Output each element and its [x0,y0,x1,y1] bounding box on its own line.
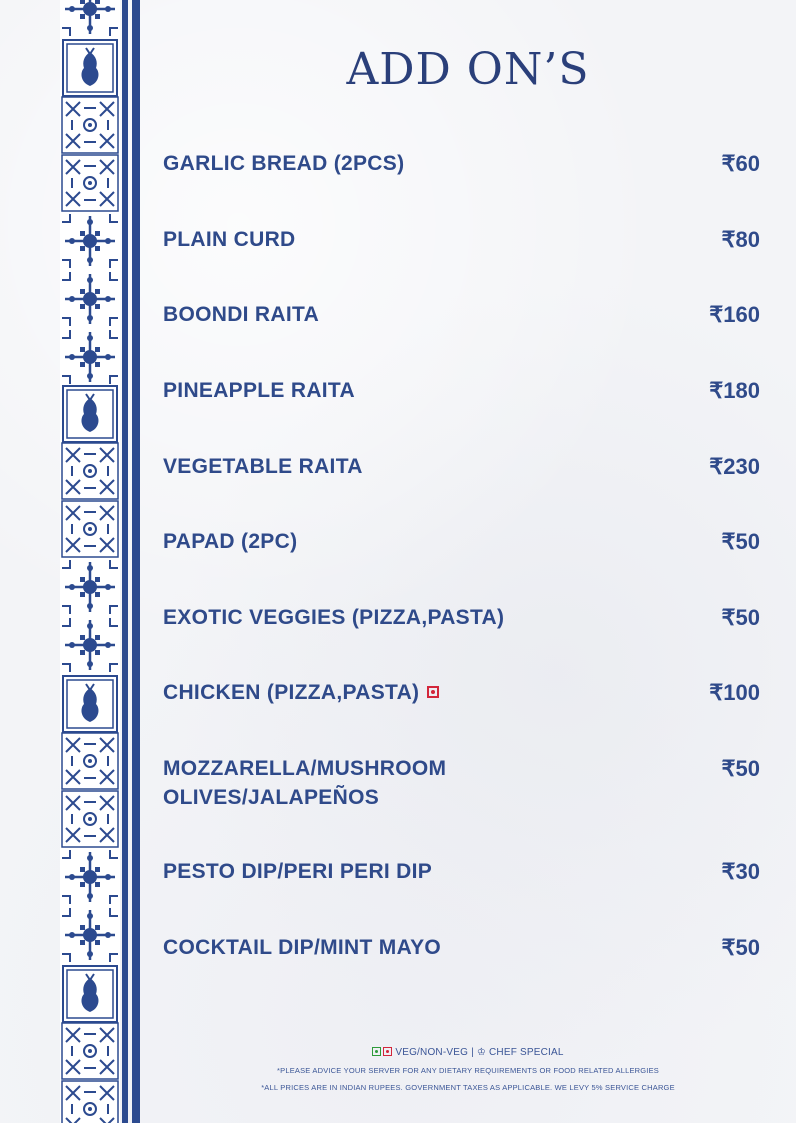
border-line-thick [122,0,128,1123]
menu-item-price: ₹100 [709,680,760,705]
menu-item-price: ₹180 [709,378,760,403]
menu-item-name: CHICKEN (PIZZA,PASTA) [163,681,420,704]
nonveg-icon [427,686,439,698]
menu-item-price: ₹60 [721,151,760,176]
menu-item-price: ₹80 [721,227,760,252]
menu-item-price: ₹160 [709,302,760,327]
allergy-note: *PLEASE ADVICE YOUR SERVER FOR ANY DIETARY REQUIREMENTS OR FOOD RELATED ALLERGIES [277,1066,659,1075]
veg-icon [372,1047,381,1056]
legend-text: VEG/NON-VEG | ♔ CHEF SPECIAL [395,1047,564,1058]
menu-item-name: GARLIC BREAD (2PCS) [163,152,405,175]
tile-border-pattern [60,0,120,1123]
menu-item-name: PINEAPPLE RAITA [163,379,355,402]
page-title: ADD ON’S [346,44,590,95]
border-line-outer [132,0,140,1123]
menu-item-price: ₹230 [709,454,760,479]
menu-item-name: PAPAD (2PC) [163,530,298,553]
menu-item-price: ₹50 [721,605,760,630]
menu-item-price: ₹30 [721,859,760,884]
menu-item-name: EXOTIC VEGGIES (PIZZA,PASTA) [163,606,505,629]
diet-legend [140,1047,796,1058]
menu-item-name: BOONDI RAITA [163,303,320,326]
menu-item-name: VEGETABLE RAITA [163,455,363,478]
price-note: *ALL PRICES ARE IN INDIAN RUPEES. GOVERNMENT TAXES AS APPLICABLE. WE LEVY 5% SERVICE CHARGE [261,1083,675,1092]
nonveg-icon [383,1047,392,1056]
menu-item-name: PESTO DIP/PERI PERI DIP [163,860,433,883]
menu-item-name: PLAIN CURD [163,228,296,251]
menu-item-price: ₹50 [721,935,760,960]
menu-item-chicken [163,678,439,708]
menu-item-name-line2: OLIVES/JALAPEÑOS [163,786,380,809]
menu-item-price: ₹50 [721,529,760,554]
menu-item-price: ₹50 [721,756,760,781]
menu-item-name-line1: MOZZARELLA/MUSHROOM [163,757,447,780]
menu-item-name: COCKTAIL DIP/MINT MAYO [163,936,442,959]
